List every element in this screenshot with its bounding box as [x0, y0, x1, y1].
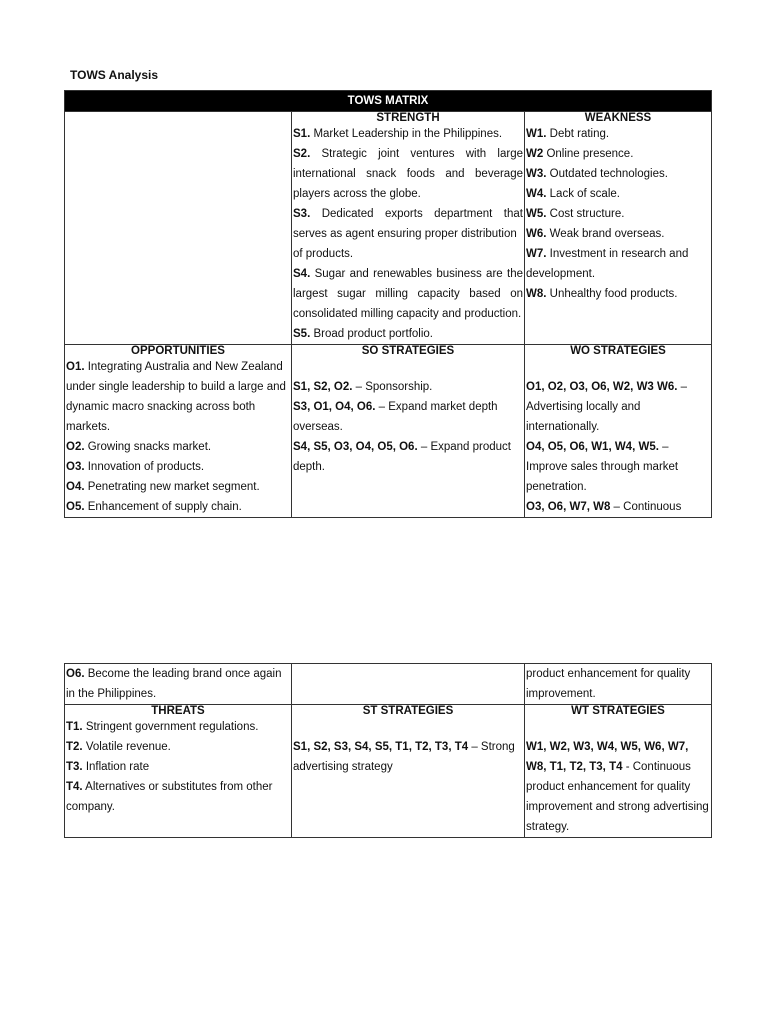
- tows-matrix-table-continued: [64, 663, 712, 838]
- strength-s4-cont: largest sugar milling capacity based on: [293, 288, 523, 300]
- opportunity-o1-end: markets.: [66, 421, 111, 433]
- matrix-banner: TOWS MATRIX: [65, 91, 712, 112]
- wo-strategy-b: O4, O5, O6, W1, W4, W5. –: [526, 441, 669, 453]
- strength-s4: S4. Sugar and renewables business are the: [293, 268, 523, 280]
- strength-s3-cont: serves as agent ensuring proper distribution: [293, 228, 517, 240]
- opportunity-o4: O4. Penetrating new market segment.: [66, 481, 260, 493]
- weakness-w1: W1. Debt rating.: [526, 128, 610, 140]
- weakness-header: WEAKNESS: [584, 112, 652, 124]
- wo-strategies-cell: [525, 345, 712, 518]
- threat-t3: T3. Inflation rate: [66, 761, 150, 773]
- strength-weakness-row: [65, 112, 712, 345]
- so-strategy-c: S4, S5, O3, O4, O5, O6. – Expand product: [293, 441, 511, 453]
- strength-s5: S5. Broad product portfolio.: [293, 328, 434, 340]
- opportunities-row: [65, 345, 712, 518]
- wo-strategy-a: O1, O2, O3, O6, W2, W3 W6. –: [526, 381, 688, 393]
- opportunity-o1-cont: under single leadership to build a large and: [66, 381, 286, 393]
- strength-s3: S3. Dedicated exports department that: [293, 208, 523, 220]
- so-strategy-b-cont: overseas.: [293, 421, 343, 433]
- threats-row: [65, 705, 712, 838]
- wt-strategy-line2: W8, T1, T2, T3, T4 - Continuous: [526, 761, 691, 773]
- threats-header: THREATS: [151, 705, 205, 717]
- wo-strategies-continued-cell: [525, 664, 712, 705]
- threat-t1: T1. Stringent government regulations.: [66, 721, 259, 733]
- strength-s2-cont: international snack foods and beverage: [293, 168, 523, 180]
- opportunities-header: OPPORTUNITIES: [131, 345, 225, 357]
- opportunities-cell: [65, 345, 292, 518]
- so-strategy-b: S3, O1, O4, O6. – Expand market depth: [293, 401, 498, 413]
- st-strategy-cont: advertising strategy: [293, 761, 393, 773]
- opportunity-o1: O1. Integrating Australia and New Zealand: [66, 361, 283, 373]
- strength-header: STRENGTH: [376, 112, 440, 124]
- wt-strategies-header: WT STRATEGIES: [571, 705, 665, 717]
- opportunity-o2: O2. Growing snacks market.: [66, 441, 212, 453]
- threat-t4: T4. Alternatives or substitutes from other: [66, 781, 273, 793]
- strength-s2-end: players across the globe.: [293, 188, 421, 200]
- weakness-w7: W7. Investment in research and: [526, 248, 689, 260]
- wo-strategies-header: WO STRATEGIES: [570, 345, 666, 357]
- weakness-w8: W8. Unhealthy food products.: [526, 288, 678, 300]
- wo-strategy-c-end: improvement.: [526, 688, 596, 700]
- opportunities-continued-cell: [65, 664, 292, 705]
- wt-strategy: W1, W2, W3, W4, W5, W6, W7,: [526, 741, 689, 753]
- weakness-w7-cont: development.: [526, 268, 596, 280]
- page-title: TOWS Analysis: [70, 68, 159, 82]
- wt-strategy-line3: product enhancement for quality: [526, 781, 691, 793]
- empty-cell: [65, 112, 292, 345]
- weakness-w5: W5. Cost structure.: [526, 208, 625, 220]
- opportunity-o6: O6. Become the leading brand once again: [66, 668, 282, 680]
- tows-matrix-table: [64, 90, 712, 518]
- so-strategies-header: SO STRATEGIES: [361, 345, 455, 357]
- opportunity-o3: O3. Innovation of products.: [66, 461, 205, 473]
- strength-s1: S1. Market Leadership in the Philippines.: [293, 128, 503, 140]
- strength-s4-end: consolidated milling capacity and production.: [293, 308, 522, 320]
- wo-strategy-a-end: internationally.: [526, 421, 600, 433]
- opportunity-o6-cont: in the Philippines.: [66, 688, 157, 700]
- so-strategies-continued-cell: [292, 664, 525, 705]
- weakness-w4: W4. Lack of scale.: [526, 188, 620, 200]
- weakness-w6: W6. Weak brand overseas.: [526, 228, 665, 240]
- threats-cell: [65, 705, 292, 838]
- wo-strategy-b-end: penetration.: [526, 481, 587, 493]
- weakness-w3: W3. Outdated technologies.: [526, 168, 668, 180]
- threat-t4-cont: company.: [66, 801, 116, 813]
- wo-strategy-a-cont: Advertising locally and: [526, 401, 641, 413]
- st-strategy: S1, S2, S3, S4, S5, T1, T2, T3, T4 – Strong: [293, 741, 515, 753]
- opportunity-o5: O5. Enhancement of supply chain.: [66, 501, 242, 513]
- strength-s3-end: of products.: [293, 248, 354, 260]
- weakness-w2: W2 Online presence.: [526, 148, 634, 160]
- wo-strategy-b-cont: Improve sales through market: [526, 461, 679, 473]
- wt-strategies-cell: [525, 705, 712, 838]
- so-strategy-a: S1, S2, O2. – Sponsorship.: [293, 381, 433, 393]
- wt-strategy-line5: strategy.: [526, 821, 570, 833]
- threat-t2: T2. Volatile revenue.: [66, 741, 171, 753]
- wo-strategy-c-cont: product enhancement for quality: [526, 668, 691, 680]
- weakness-cell: [525, 112, 712, 345]
- wo-strategy-c: O3, O6, W7, W8 – Continuous: [526, 501, 682, 513]
- so-strategy-c-cont: depth.: [293, 461, 325, 473]
- strength-cell: [292, 112, 525, 345]
- matrix-banner-row: [65, 91, 712, 112]
- wt-strategy-line4: improvement and strong advertising: [526, 801, 709, 813]
- opportunity-o1-cont2: dynamic macro snacking across both: [66, 401, 256, 413]
- opportunities-continued-row: [65, 664, 712, 705]
- strength-s2: S2. Strategic joint ventures with large: [293, 148, 523, 160]
- st-strategies-header: ST STRATEGIES: [362, 705, 454, 717]
- so-strategies-cell: [292, 345, 525, 518]
- st-strategies-cell: [292, 705, 525, 838]
